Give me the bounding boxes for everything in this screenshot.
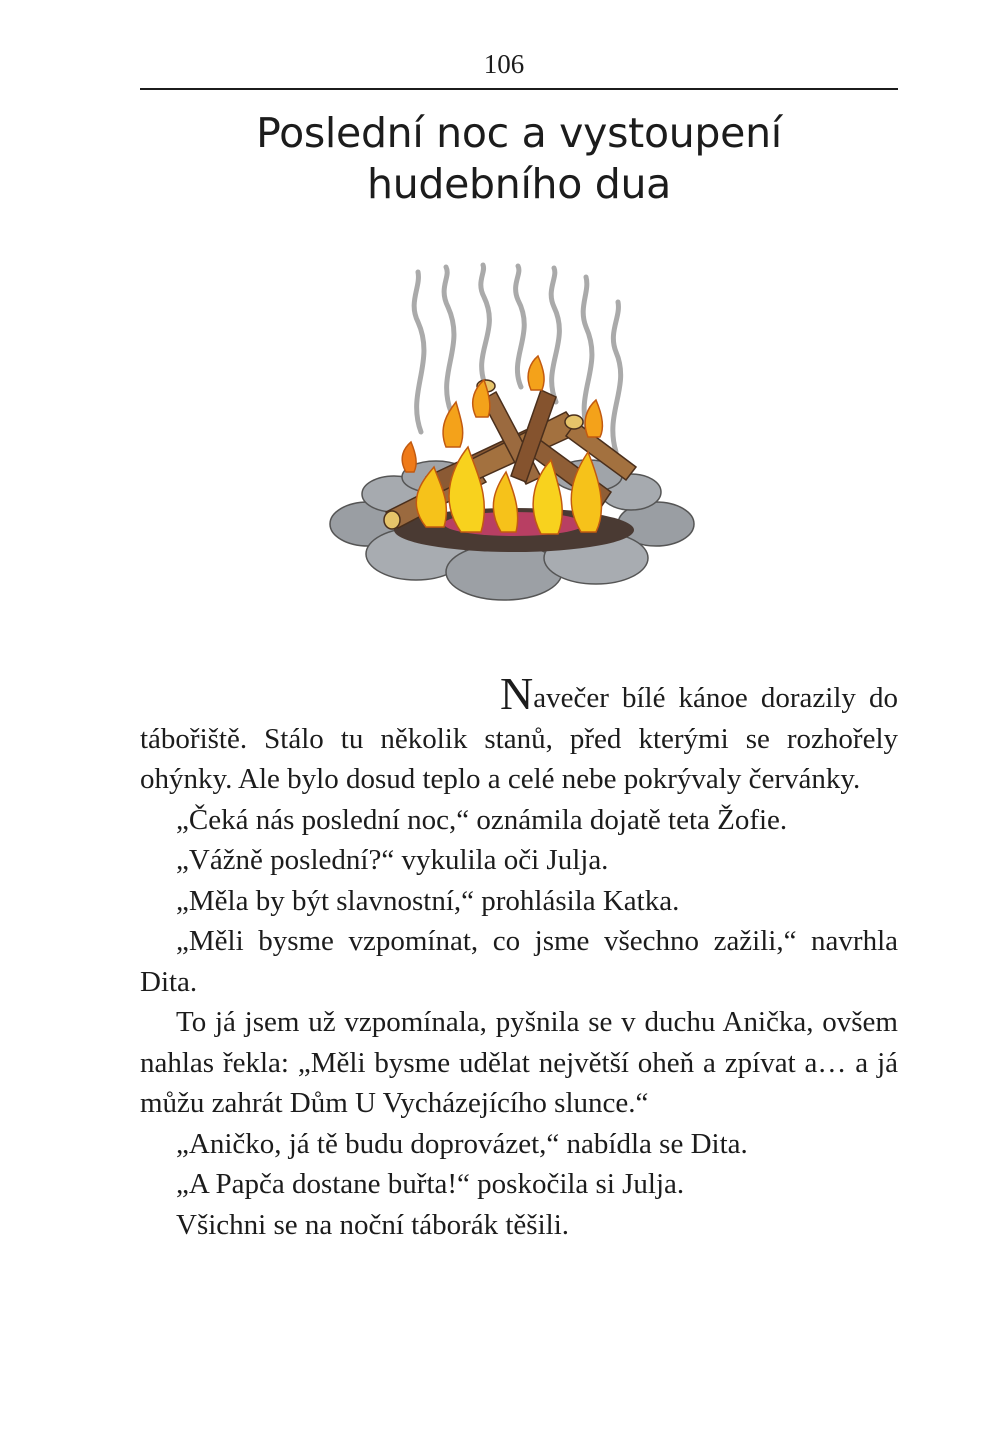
paragraph: „Aničko, já tě budu doprovázet,“ nabídla se Dita. (176, 1127, 748, 1160)
body-text (140, 668, 898, 1245)
paragraph: Navečer bílé kánoe dorazily do tábořiště. Stálo tu několik stanů, před kterými se rozhořely ohýnky. Ale bylo dosud teplo a celé nebe pokrývaly červánky. (140, 668, 898, 795)
page-number: 106 (483, 49, 525, 79)
paragraph: „Měli bysme vzpomínat, co jsme všechno zažili,“ navrhla Dita. (140, 925, 898, 998)
paragraph: „Čeká nás poslední noc,“ oznámila dojatě teta Žofie. (176, 803, 788, 836)
chapter-title (140, 108, 898, 210)
drop-cap: N (500, 668, 534, 719)
paragraph: „Měla by být slavnostní,“ prohlásila Katka. (176, 884, 680, 917)
chapter-title-line-1: Poslední noc a vystoupení (256, 109, 782, 157)
chapter-title-line-2: hudebního dua (367, 160, 671, 208)
paragraph: „A Papča dostane buřta!“ poskočila si Julja. (176, 1168, 685, 1200)
paragraph: „Vážně poslední?“ vykulila oči Julja. (176, 844, 609, 876)
paragraph: Všichni se na noční táborák těšili. (176, 1208, 570, 1241)
campfire-illustration (326, 262, 702, 608)
header-rule (140, 88, 898, 90)
paragraph: To já jsem už vzpomínala, pyšnila se v duchu Anička, ovšem nahlas řekla: „Měli bysme udělat největší oheň a zpívat a… a já můžu zahrát Dům U Vycházejícího slunce.“ (140, 1006, 898, 1119)
